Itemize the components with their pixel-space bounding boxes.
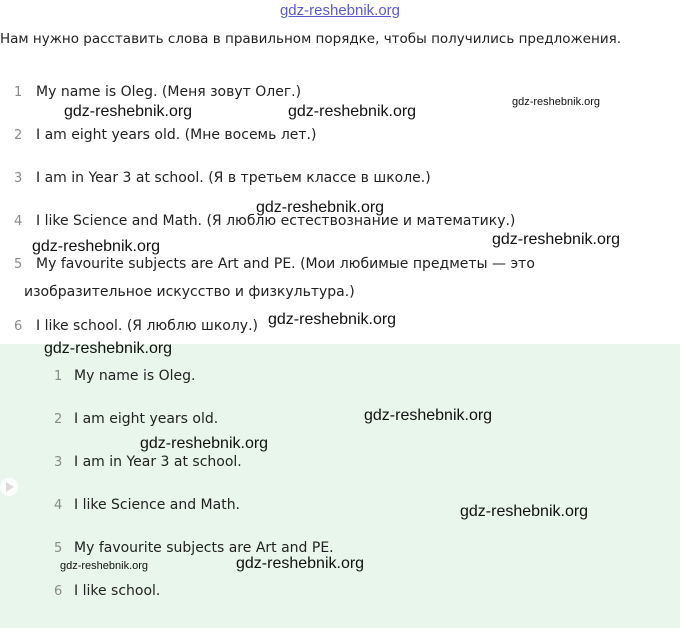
item-text: I like Science and Math. (Я люблю естествознание и математику.) [36, 213, 516, 229]
item-number: 5 [14, 257, 23, 272]
question-item [14, 170, 431, 186]
watermark: gdz-reshebnik.org [268, 311, 397, 328]
item-number: 4 [54, 498, 63, 513]
watermark: gdz-reshebnik.org [64, 103, 193, 120]
question-item [14, 84, 301, 100]
item-text-continuation: изобразительное искусство и физкультура.) [24, 284, 355, 300]
play-icon[interactable] [0, 478, 18, 496]
item-number: 2 [54, 412, 63, 427]
item-text: I am in Year 3 at school. [74, 454, 242, 470]
watermark: gdz-reshebnik.org [256, 199, 385, 216]
answer-item [54, 454, 242, 470]
answer-item [54, 583, 160, 599]
item-number: 4 [14, 214, 23, 229]
item-number: 6 [14, 319, 23, 334]
item-text: I like school. [74, 583, 161, 599]
item-text: My favourite subjects are Art and PE. (Мои любимые предметы — это [36, 256, 535, 272]
watermark: gdz-reshebnik.org [364, 407, 493, 424]
item-number: 3 [54, 455, 63, 470]
watermark: gdz-reshebnik.org [236, 555, 365, 572]
item-text: My favourite subjects are Art and PE. [74, 540, 334, 556]
answer-item [54, 497, 240, 513]
watermark: gdz-reshebnik.org [60, 560, 149, 572]
watermark: gdz-reshebnik.org [492, 231, 621, 248]
answer-panel [0, 344, 680, 628]
answer-item [54, 368, 195, 384]
watermark: gdz-reshebnik.org [140, 435, 269, 452]
task-instruction: Нам нужно расставить слова в правильном порядке, чтобы получились предложения. [0, 31, 621, 47]
item-text: My name is Oleg. (Меня зовут Олег.) [36, 84, 302, 100]
watermark: gdz-reshebnik.org [288, 103, 417, 120]
item-number: 3 [14, 171, 23, 186]
question-item [14, 318, 258, 334]
answer-item [54, 540, 334, 556]
item-number: 1 [54, 369, 63, 384]
item-text: My name is Oleg. [74, 368, 196, 384]
item-text: I am in Year 3 at school. (Я в третьем классе в школе.) [36, 170, 431, 186]
question-item [14, 127, 316, 143]
item-text: I am eight years old. [74, 411, 219, 427]
watermark: gdz-reshebnik.org [512, 96, 601, 108]
item-number: 5 [54, 541, 63, 556]
item-text: I like Science and Math. [74, 497, 241, 513]
item-number: 6 [54, 584, 63, 599]
item-number: 2 [14, 128, 23, 143]
item-text: I like school. (Я люблю школу.) [36, 318, 258, 334]
watermark: gdz-reshebnik.org [32, 238, 161, 255]
answer-item [54, 411, 218, 427]
item-text: I am eight years old. (Мне восемь лет.) [36, 127, 317, 143]
question-item [14, 256, 535, 272]
item-number: 1 [14, 85, 23, 100]
watermark: gdz-reshebnik.org [44, 340, 173, 357]
watermark: gdz-reshebnik.org [460, 503, 589, 520]
site-header-link[interactable]: gdz-reshebnik.org [279, 2, 401, 19]
